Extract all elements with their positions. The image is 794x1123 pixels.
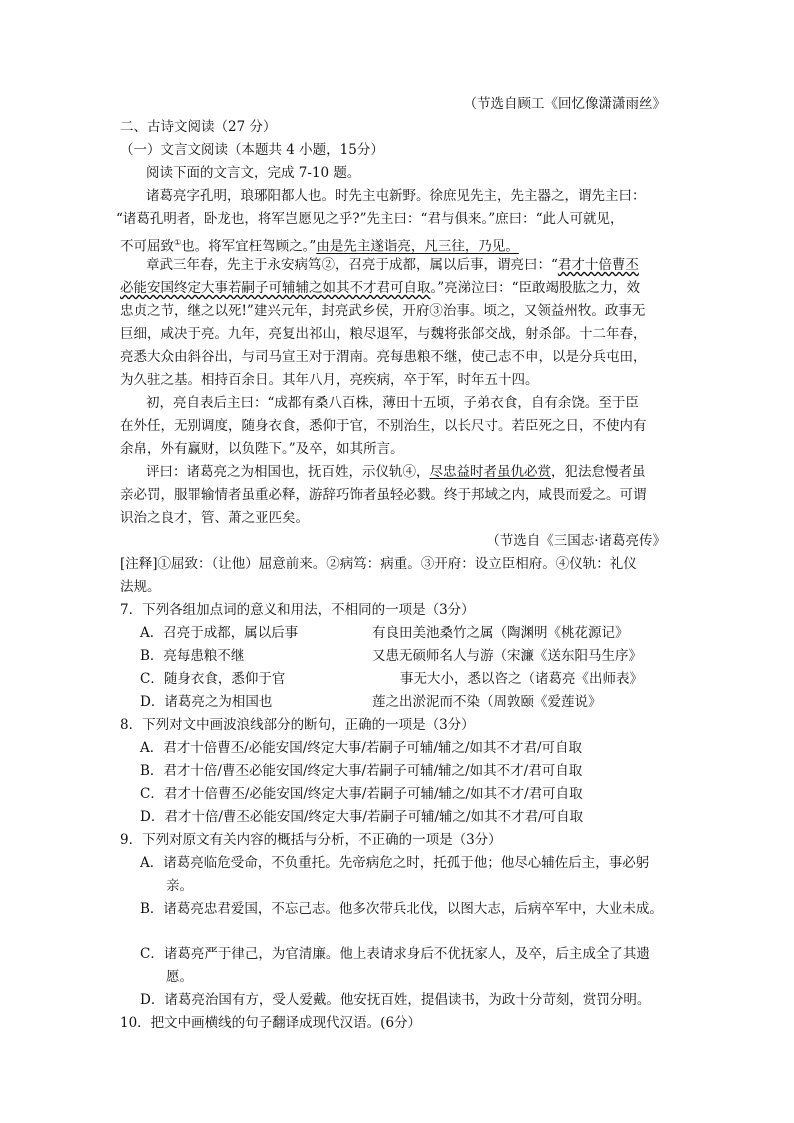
passage-line: 亲必罚，服罪输情者虽重必释，游辞巧饰者虽轻必戮。终于邦域之内，咸畏而爱之。可谓 (120, 487, 647, 503)
passage-line: 初，亮自表后主曰：“成都有桑八百株，薄田十五顷，子弟衣食，自有余饶。至于臣 (146, 395, 639, 411)
q9-option-a-cont: 亲。 (166, 878, 193, 894)
passage-line: 识治之良才，管、萧之亚匹矣。 (120, 510, 309, 526)
passage-line: 忠贞之节，继之以死!”建兴元年，封亮武乡侯，开府③治事。顷之，又领益州牧。政事无 (120, 303, 646, 319)
q9-option-a: A．诸葛亮临危受命，不负重托。先帝病危之时，托孤于他；他尽心辅佐后主，事必躬 (140, 855, 650, 871)
passage-line: 为久驻之基。相持百余日。其年八月，亮疾病，卒于军，时年五十四。 (120, 372, 539, 388)
q7-option-b-left: B．亮每患粮不继 (140, 648, 245, 664)
q7-option-a-right: 有良田美池桑竹之属（陶渊明《桃花源记》 (372, 625, 629, 641)
underlined-sentence: 尽忠益时者虽仇必赏 (429, 464, 551, 480)
q8-option-c: C．君才十倍曹丕/必能安国/终定大事/若嗣子可辅/辅之/如其不才/君可自取 (140, 786, 583, 802)
passage-line: 亮悉大众由斜谷出，与司马宣王对于渭南。亮每患粮不继，使己志不申，以是分兵屯田， (120, 349, 647, 365)
passage-line: 余帛，外有赢财，以负陛下。”及卒，如其所言。 (120, 441, 404, 457)
passage-line (120, 278, 640, 299)
q9-option-c: C．诸葛亮严于律己，为官清廉。他上表请求身后不优抚家人，及卒，后主成全了其遗 (140, 946, 650, 962)
q7-option-c-left: C．随身衣食，悉仰于官 (140, 671, 286, 687)
q8-option-b: B．君才十倍/曹丕必能安国/终定大事/若嗣子可辅/辅之/如其不才/君可自取 (140, 763, 583, 779)
q9-option-d: D．诸葛亮治国有方，受人爱戴。他安抚百姓，提倡读书，为政十分苛刻，赏罚分明。 (140, 992, 651, 1008)
passage-text: 。”亮涕泣曰：“臣敢竭股肱之力，效 (430, 280, 641, 296)
passage-line (146, 255, 639, 276)
passage-line: “诸葛孔明者，卧龙也，将军岂愿见之乎?”先主曰：“君与俱来。”庶曰：“此人可就见， (116, 211, 624, 227)
instruction: 阅读下面的文言文，完成 7-10 题。 (146, 165, 361, 181)
q7-option-a-left: A．召亮于成都，属以后事 (140, 625, 299, 641)
source-citation-1: （节选自顾工《回忆像潇潇雨丝》 (463, 96, 666, 112)
passage-line (146, 462, 646, 483)
underlined-sentence: 由是先主遂诣亮，凡三往，乃见。 (316, 238, 519, 255)
q9-option-c-cont: 愿。 (166, 969, 193, 985)
passage-text: 不可屈致 (120, 238, 174, 255)
question-7-stem: 7．下列各组加点词的意义和用法，不相同的一项是（3分） (120, 602, 475, 618)
q9-option-b: B．诸葛亮忠君爱国，不忘己志。他多次带兵北伐，以图大志，后病卒军中，大业未成。 (140, 901, 663, 917)
q7-option-b-right: 又患无硕师名人与游（宋濂《送东阳马生序》 (372, 648, 642, 664)
passage-text: ，犯法怠慢者虽 (551, 464, 646, 480)
q7-option-d-left: D．诸葛亮之为相国也 (140, 694, 273, 710)
section-title: 二、古诗文阅读（27 分） (120, 119, 277, 135)
annotation-line: [注释]①屈致：（让他）屈意前来。②病笃：病重。③开府：设立臣相府。④仪轨：礼仪 (120, 556, 637, 572)
question-9-stem: 9．下列对原文有关内容的概括与分析，不正确的一项是（3分） (120, 832, 502, 848)
passage-text: 章武三年春，先主于永安病笃②，召亮于成都，属以后事，谓亮曰：“ (146, 257, 558, 273)
passage-line (120, 232, 519, 258)
passage-line: 诸葛亮字孔明，琅琊阳都人也。时先主屯新野。徐庶见先主，先主器之，谓先主曰： (146, 188, 646, 204)
passage-line: 巨细，咸决于亮。九年，亮复出祁山，粮尽退军，与魏将张郃交战，射杀郃。十二年春， (120, 326, 647, 342)
q7-option-d-right: 莲之出淤泥而不染（周敦颐《爱莲说》 (372, 694, 602, 710)
wavy-underlined-text: 君才十倍曹丕 (557, 257, 639, 273)
source-citation-2: （节选自《三国志·诸葛亮传》 (486, 533, 666, 549)
footnote-marker: ① (174, 238, 182, 247)
subsection-title: （一）文言文阅读（本题共 4 小题，15分） (120, 142, 384, 158)
q7-option-c-right: 事无大小，悉以咨之（诸葛亮《出师表》 (400, 671, 643, 687)
annotation-line: 法规。 (120, 579, 161, 595)
wavy-underlined-text: 必能安国终定大事若嗣子可辅辅之如其不才君可自取 (120, 280, 431, 296)
passage-line: 在外任，无别调度，随身衣食，悉仰于官，不别治生，以长尺寸。若臣死之日，不使内有 (120, 418, 647, 434)
passage-text: 评曰：诸葛亮之为相国也，抚百姓，示仪轨④， (146, 464, 430, 480)
q8-option-d: D．君才十倍/曹丕必能安国/终定大事/若嗣子可辅/辅之/如其不才君/可自取 (140, 809, 584, 825)
passage-text: 也。将军宜枉驾顾之。” (181, 238, 317, 255)
q8-option-a: A．君才十倍曹丕/必能安国/终定大事/若嗣子可辅/辅之/如其不才君/可自取 (140, 740, 583, 756)
question-10-stem: 10．把文中画横线的句子翻译成现代汉语。(6分） (120, 1015, 422, 1031)
question-8-stem: 8．下列对文中画波浪线部分的断句，正确的一项是（3分） (120, 717, 475, 733)
